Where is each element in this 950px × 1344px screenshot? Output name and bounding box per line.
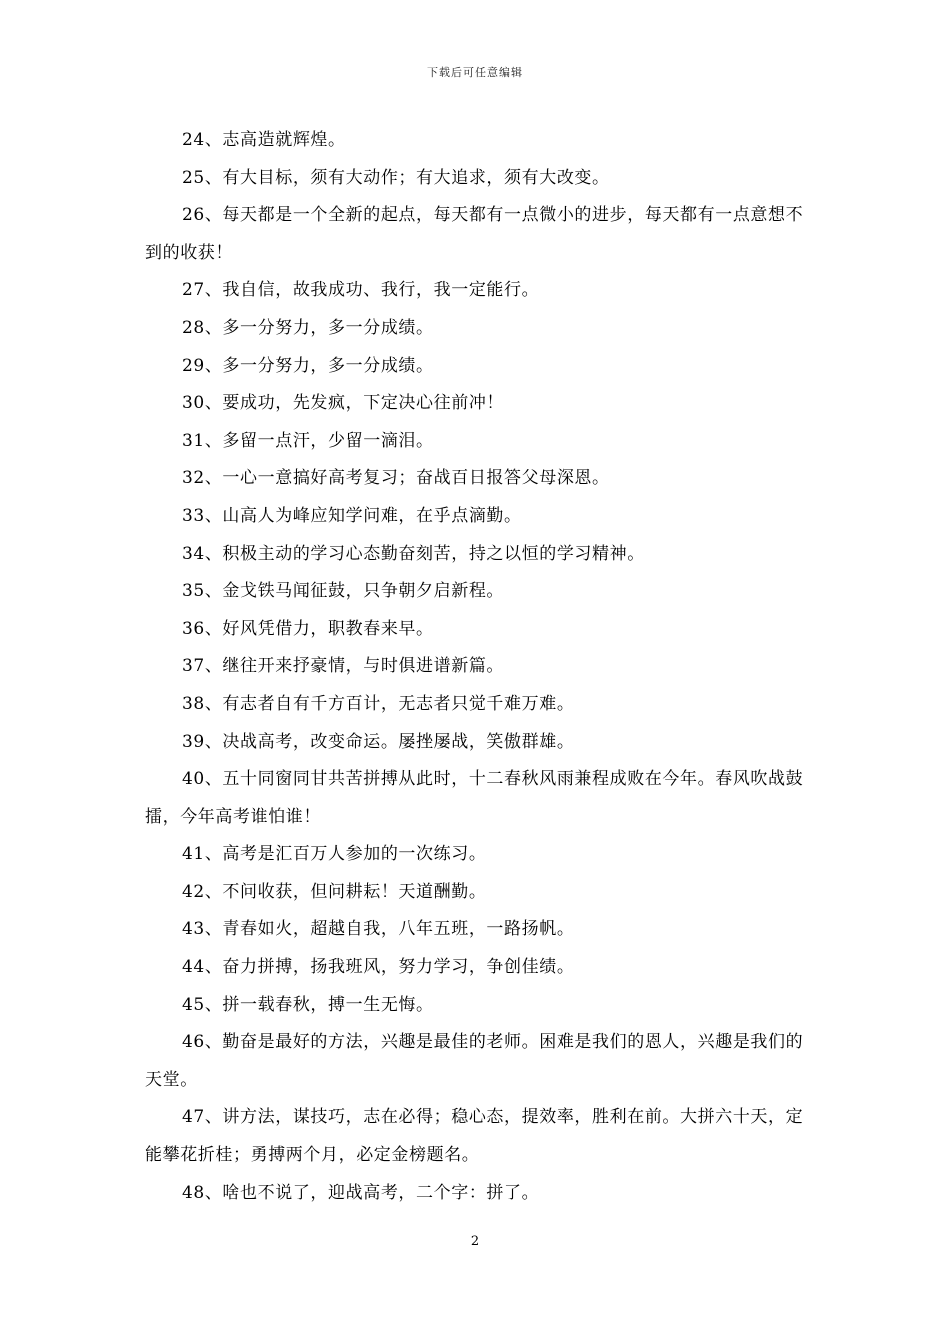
paragraph-47: 47、讲方法，谋技巧，志在必得；稳心态，提效率，胜利在前。大拼六十天，定能攀花折桂；勇搏两个月，必定金榜题名。 [145, 1107, 804, 1166]
paragraph-46: 46、勤奋是最好的方法，兴趣是最佳的老师。困难是我们的恩人，兴趣是我们的天堂。 [145, 1032, 804, 1090]
paragraph-26: 26、每天都是一个全新的起点，每天都有一点微小的进步，每天都有一点意想不到的收获！ [145, 205, 804, 263]
paragraph-37: 37、继往开来抒豪情，与时俱进谱新篇。 [182, 656, 505, 677]
paragraph-27: 27、我自信，故我成功、我行，我一定能行。 [182, 280, 540, 301]
paragraph-44: 44、奋力拼搏，扬我班风，努力学习，争创佳绩。 [182, 957, 575, 978]
paragraph-34: 34、积极主动的学习心态勤奋刻苦，持之以恒的学习精神。 [182, 543, 645, 564]
paragraph-36: 36、好风凭借力，职教春来早。 [182, 618, 434, 639]
paragraph-35: 35、金戈铁马闻征鼓，只争朝夕启新程。 [182, 581, 505, 602]
paragraph-24: 24、志高造就辉煌。 [182, 130, 346, 150]
page-header: 下载后可任意编辑 [427, 66, 523, 79]
paragraph-38: 38、有志者自有千方百计，无志者只觉千难万难。 [182, 693, 575, 714]
paragraph-29: 29、多一分努力，多一分成绩。 [182, 355, 434, 376]
paragraph-32: 32、一心一意搞好高考复习；奋战百日报答父母深恩。 [182, 468, 610, 489]
paragraph-48: 48、啥也不说了，迎战高考，二个字：拼了。 [182, 1182, 540, 1203]
paragraph-41: 41、高考是汇百万人参加的一次练习。 [182, 844, 487, 865]
paragraph-42: 42、不问收获，但问耕耘！天道酬勤。 [182, 881, 487, 902]
paragraph-25: 25、有大目标，须有大动作；有大追求，须有大改变。 [182, 167, 610, 188]
paragraph-43: 43、青春如火，超越自我，八年五班，一路扬帆。 [182, 919, 575, 940]
paragraph-31: 31、多留一点汗，少留一滴泪。 [182, 430, 434, 451]
paragraph-39: 39、决战高考，改变命运。屡挫屡战，笑傲群雄。 [182, 731, 575, 752]
page-number: 2 [470, 1234, 480, 1249]
paragraph-30: 30、要成功，先发疯，下定决心往前冲！ [182, 393, 505, 414]
paragraph-45: 45、拼一载春秋，搏一生无悔。 [182, 994, 434, 1015]
paragraph-33: 33、山高人为峰应知学问难，在乎点滴勤。 [182, 505, 522, 526]
paragraph-40: 40、五十同窗同甘共苦拼搏从此时，十二春秋风雨兼程成败在今年。春风吹战鼓擂，今年高考谁怕谁！ [145, 769, 804, 827]
paragraph-28: 28、多一分努力，多一分成绩。 [182, 317, 434, 338]
document-body [145, 122, 810, 1212]
